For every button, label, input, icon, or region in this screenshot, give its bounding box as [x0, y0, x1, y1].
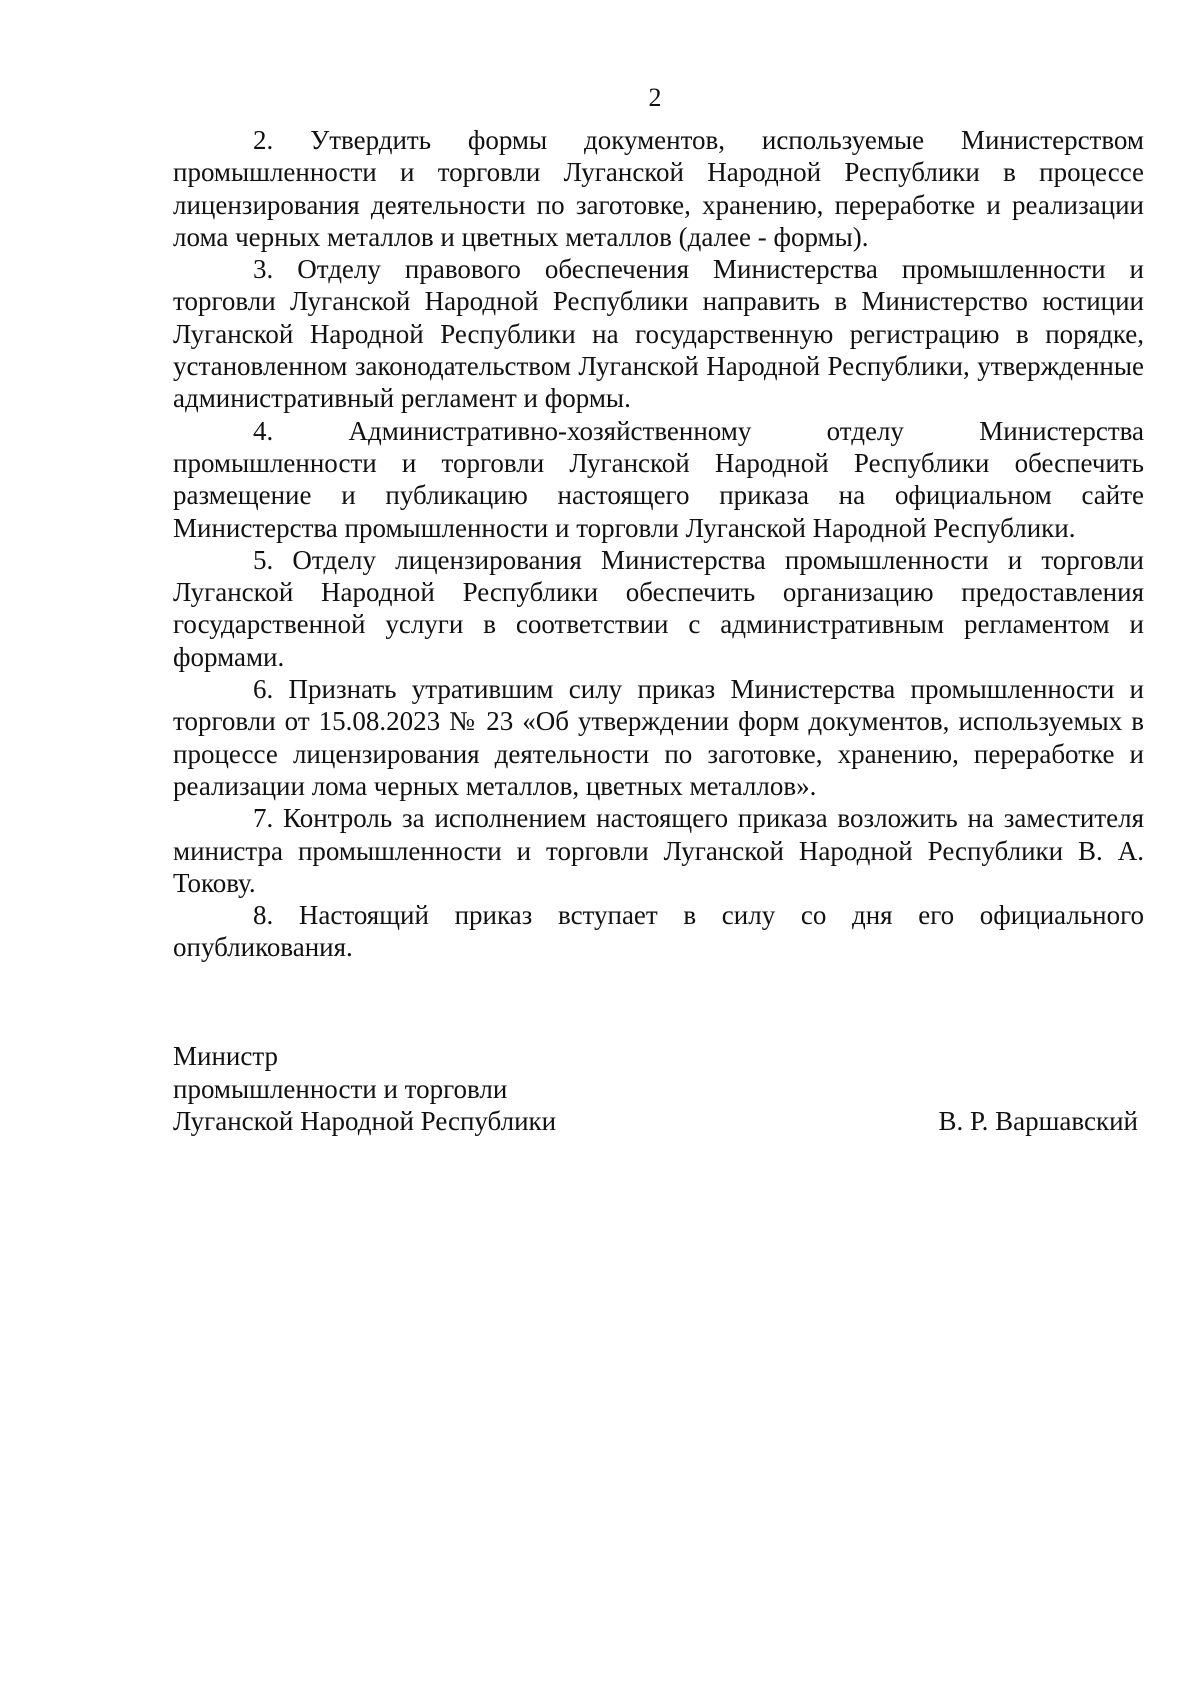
signature-block — [173, 1040, 1144, 1138]
paragraph-item-6: 6. Признать утратившим силу приказ Министерства промышленности и торговли от 15.08.2023 № 23 «Об утверждении форм документов, используемых в процессе лицензирования деятельности по заготовке, хранению, переработке и реализации лома черных металлов, цветных металлов». — [173, 674, 1144, 801]
paragraph-item-7: 7. Контроль за исполнением настоящего приказа возложить на заместителя министра промышленности и торговли Луганской Народной Республики В. А. Токову. — [173, 803, 1144, 898]
signatory-title-line-3: Луганской Народной Республики — [173, 1106, 557, 1136]
paragraph-item-2: 2. Утвердить формы документов, используемые Министерством промышленности и торговли Луганской Народной Республики в процессе лицензирования деятельности по заготовке, хранению, переработке и реализации лома черных металлов и цветных металлов (далее - формы). — [173, 125, 1144, 252]
paragraph-item-4: 4. Административно-хозяйственному отделу Министерства промышленности и торговли Луганской Народной Республики обеспечить размещение и публикацию настоящего приказа на официальном сайте Министерства промышленности и торговли Луганской Народной Республики. — [173, 415, 1144, 543]
page-number: 2 — [648, 83, 662, 112]
paragraph-item-5: 5. Отделу лицензирования Министерства промышленности и торговли Луганской Народной Республики обеспечить организацию предоставления государственной услуги в соответствии с административным регламентом и формами. — [173, 544, 1144, 672]
signatory-name: В. Р. Варшавский — [938, 1106, 1138, 1136]
signatory-title-line-2: промышленности и торговли — [173, 1073, 508, 1104]
signatory-title-line-1: Министр — [173, 1041, 278, 1071]
paragraph-item-3: 3. Отделу правового обеспечения Министерства промышленности и торговли Луганской Народной Республики направить в Министерство юстиции Луганской Народной Республики на государственную регистрацию в порядке, установленном законодательством Луганской Народной Республики, утвержденные административный регламент и формы. — [173, 254, 1144, 414]
order-body — [173, 124, 1144, 964]
paragraph-item-8: 8. Настоящий приказ вступает в силу со дня его официального опубликования. — [173, 900, 1144, 963]
